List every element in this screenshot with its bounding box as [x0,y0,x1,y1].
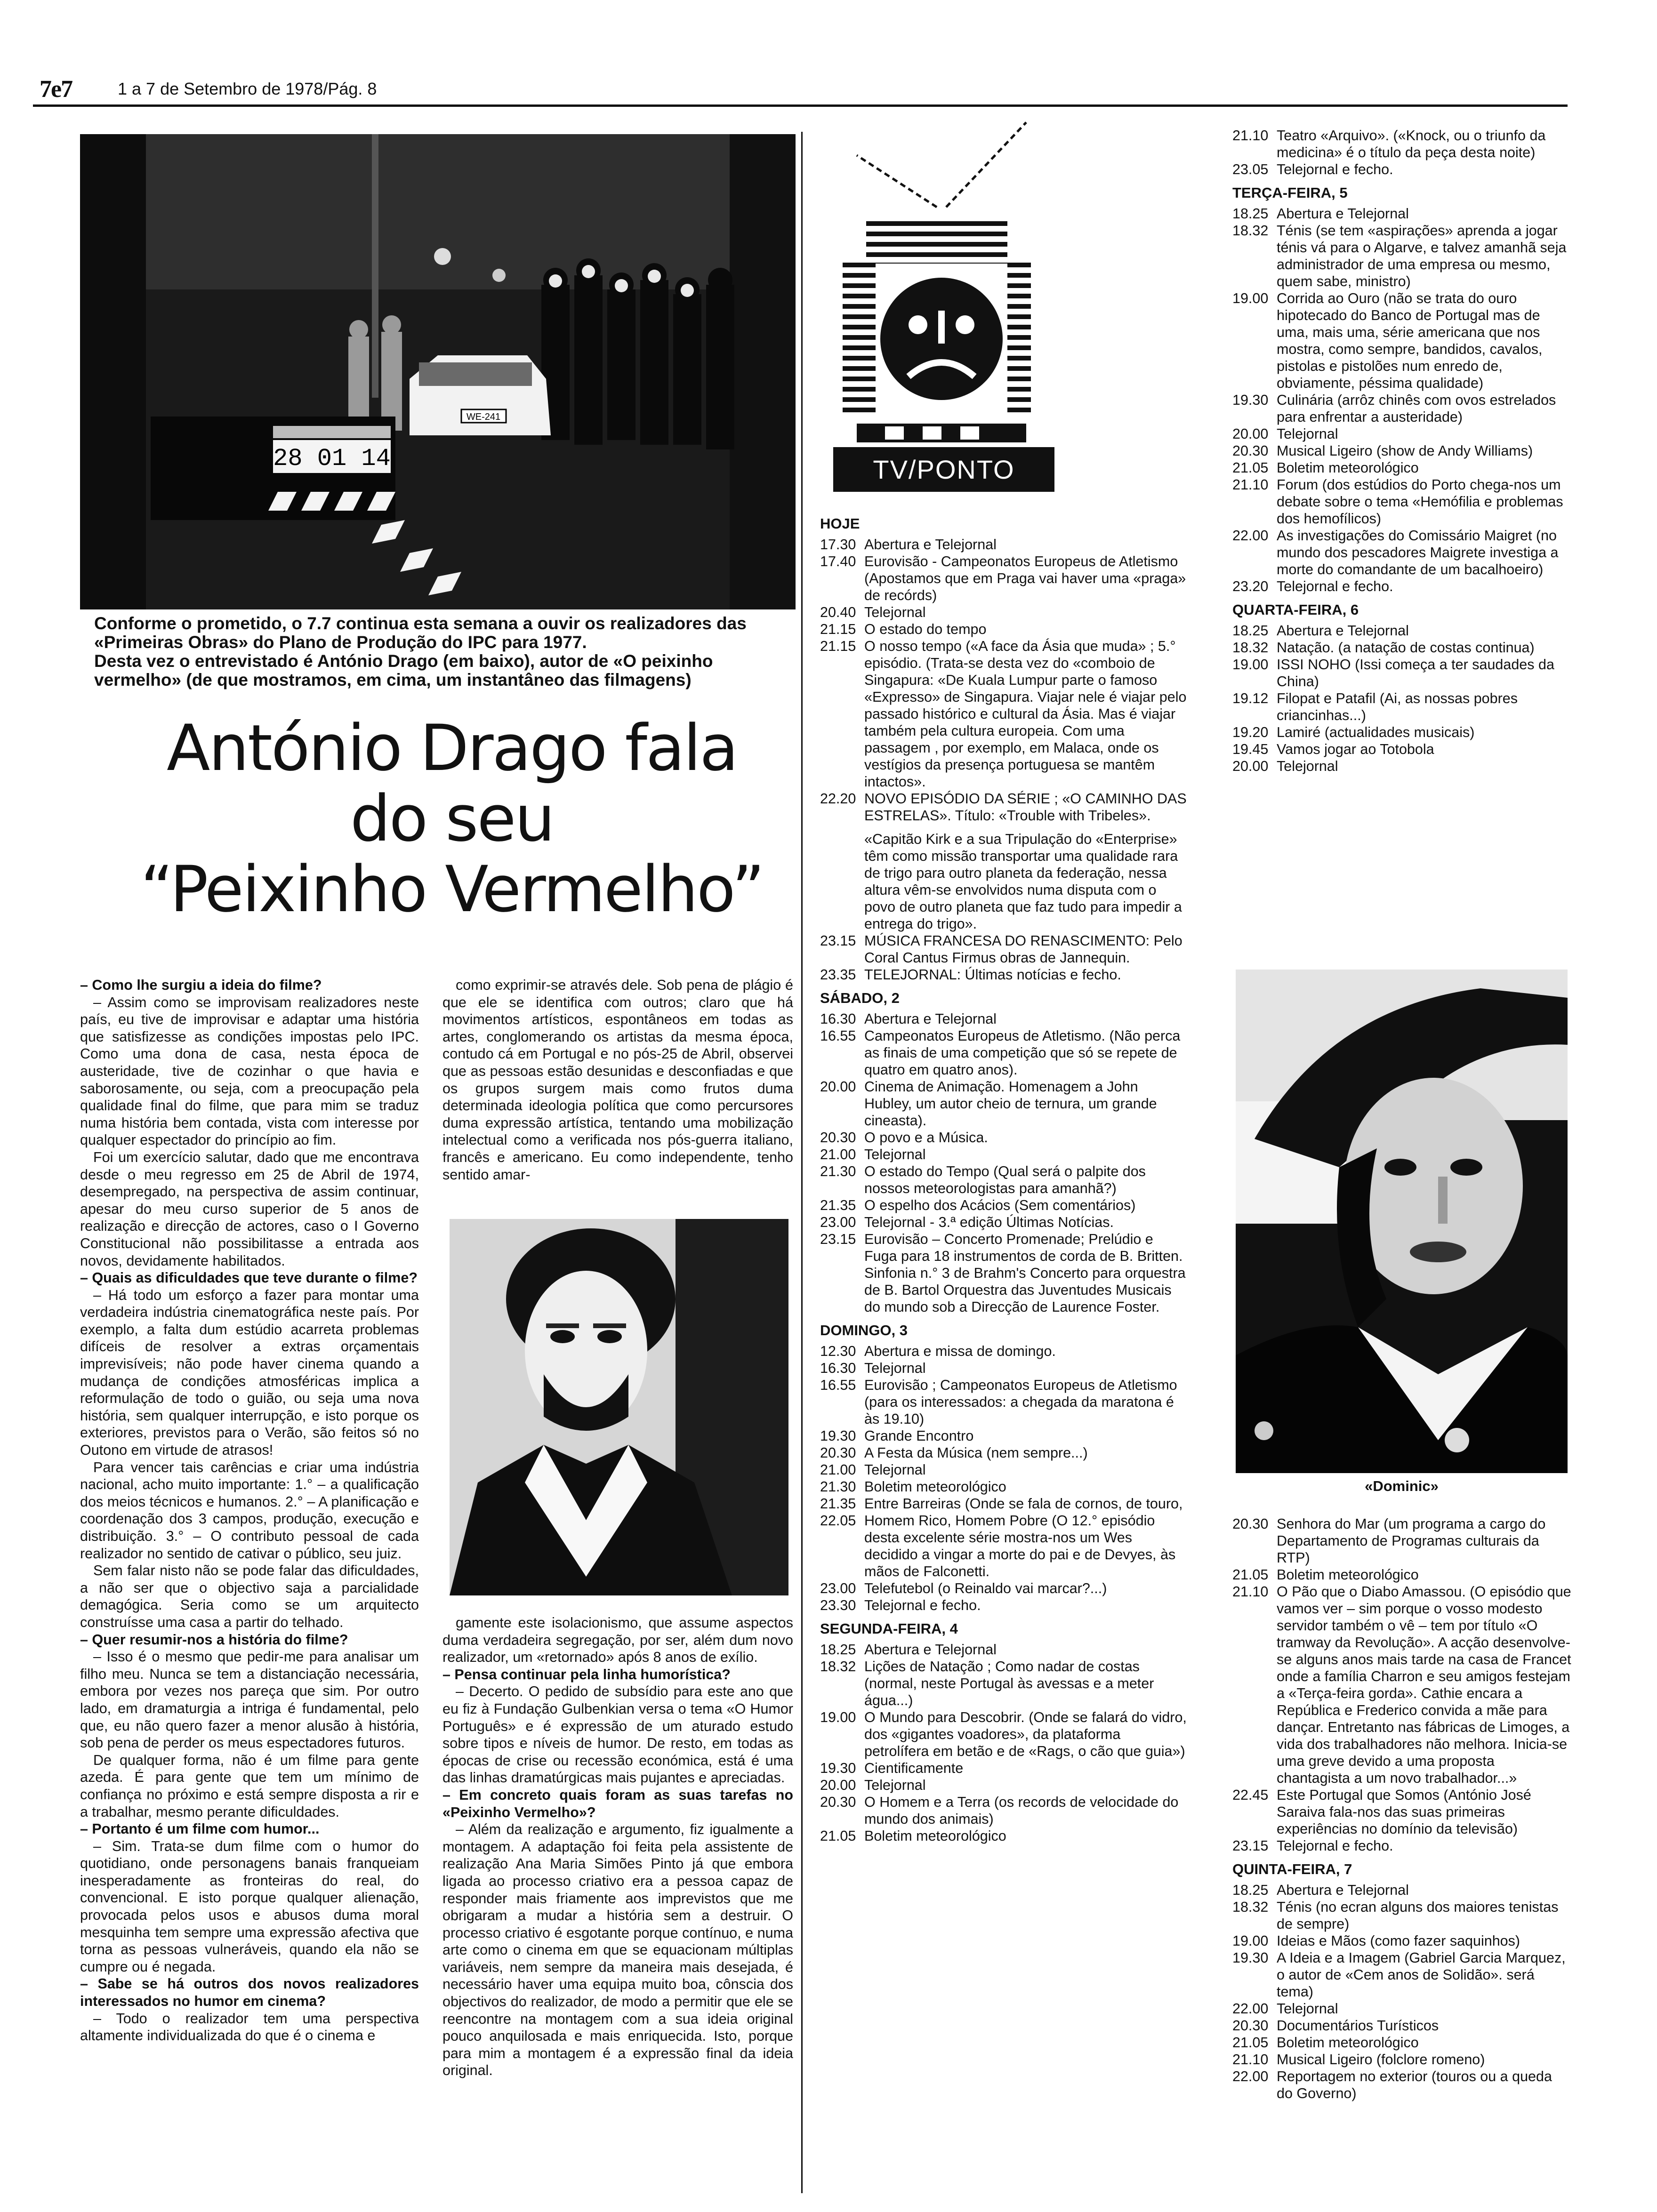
schedule-item [1232,639,1571,656]
schedule-time: 20.30 [820,1445,856,1461]
schedule-item [820,1495,1187,1512]
schedule-item [820,1461,1187,1478]
schedule-item [820,621,1187,638]
schedule-programme: Eurovisão ; Campeonatos Europeus de Atletismo (para os interessados: a chegada da maratona é às 19.10) [864,1377,1177,1427]
intro-text [94,614,781,689]
schedule-time: 16.55 [820,1028,856,1044]
schedule-time: 21.00 [820,1462,856,1478]
schedule-programme: Telejornal [1277,426,1338,442]
schedule-item [1232,290,1571,392]
schedule-item [820,1027,1187,1078]
schedule-programme: Cientificamente [864,1760,964,1776]
schedule-programme: Boletim meteorológico [1277,2035,1419,2051]
schedule-time: 23.00 [820,1214,856,1230]
schedule-item [1232,222,1571,290]
schedule-programme: Telejornal e fecho. [1277,161,1393,177]
schedule-item [1232,476,1571,527]
schedule-time: 21.15 [820,638,856,654]
schedule-item [1232,127,1571,161]
schedule-programme: Telejornal [864,1360,926,1376]
schedule-item [1232,2068,1571,2102]
headline-line: do seu [350,782,554,856]
interview-answer: – Todo o realizador tem uma perspectiva altamente individualizada do que é o cinema e [80,2010,419,2044]
schedule-time: 18.25 [1232,1882,1269,1898]
schedule-programme: Boletim meteorológico [864,1828,1006,1844]
schedule-programme: Documentários Turísticos [1277,2018,1439,2034]
schedule-item [820,1827,1187,1844]
intro-paragraph: Desta vez o entrevistado é António Drago (em baixo), autor de «O peixinho vermelho» (de que mostramos, em cima, um instantâneo das filmagens) [94,651,713,689]
schedule-time: 19.20 [1232,724,1269,740]
schedule-time: 20.00 [1232,426,1269,442]
schedule-programme: A Festa da Música (nem sempre...) [864,1445,1088,1461]
schedule-programme: Grande Encontro [864,1428,974,1444]
interview-answer: Para vencer tais carências e criar uma indústria nacional, acho muito importante: 1.° – a qualificação dos meios técnicos e humanos. 2.° – A planificação e coordenação dos 3 campos, produção, execução e distribuição. 3.° – O contributo pessoal de cada realizador no sentido de cativar o público, seu juiz. [80,1459,419,1562]
schedule-day-heading: DOMINGO, 3 [820,1322,908,1338]
schedule-programme: Telejornal [864,1462,926,1478]
schedule-programme: Telejornal [864,1146,926,1162]
interview-question: – Portanto é um filme com humor... [80,1821,320,1837]
schedule-item [1232,161,1571,178]
schedule-item [820,1760,1187,1777]
schedule-programme: Telefutebol (o Reinaldo vai marcar?...) [864,1580,1107,1596]
schedule-time: 23.15 [1232,1838,1269,1854]
schedule-time: 21.35 [820,1496,856,1512]
schedule-programme: Boletim meteorológico [1277,1567,1419,1583]
schedule-day-heading: SEGUNDA-FEIRA, 4 [820,1620,958,1637]
schedule-item [820,966,1187,983]
schedule-programme: Vamos jogar ao Totobola [1277,741,1434,757]
schedule-programme: Telejornal [864,604,926,620]
schedule-time: 22.00 [1232,2001,1269,2017]
schedule-programme: Ténis (se tem «aspirações» aprenda a jogar ténis vá para o Algarve, e talvez amanhã seja administrador de uma empresa ou mesmo, quem sabe, ministro) [1277,223,1567,289]
interview-answer: – Decerto. O pedido de subsídio para este ano que eu fiz à Fundação Gulbenkian versa o tema «O Humor Português» e é expressão de um aturado estudo sobre tipos e níveis de humor. De resto, em todas as épocas de crise ou recessão económica, está é uma das linhas dramatúrgicas mais pujantes e apreciadas. [442,1683,793,1786]
interview-question: – Em concreto quais foram as suas tarefas no «Peixinho Vermelho»? [442,1787,793,1820]
schedule-item [820,604,1187,621]
header-rule [33,104,1568,107]
schedule-programme: Abertura e Telejornal [864,1011,997,1027]
schedule-item [1232,724,1571,741]
schedule-programme: Lições de Natação ; Como nadar de costas (normal, neste Portugal às avessas e a meter água...) [864,1659,1154,1708]
schedule-item [1232,1899,1571,1932]
headline-line: António Drago fala [167,711,737,785]
schedule-programme: TELEJORNAL: Últimas notícias e fecho. [864,967,1121,983]
schedule-item [1232,1837,1571,1854]
schedule-programme: Telejornal [1277,2001,1338,2017]
schedule-programme: Lamiré (actualidades musicais) [1277,724,1475,740]
photo-caption: «Dominic» [1365,1478,1439,1494]
antonio-drago-portrait [450,1219,788,1595]
schedule-time: 23.05 [1232,161,1269,177]
schedule-time: 18.32 [1232,1899,1269,1915]
schedule-time: 19.45 [1232,741,1269,757]
schedule-time: 21.30 [820,1163,856,1179]
schedule-time: 17.40 [820,553,856,569]
schedule-item [820,1214,1187,1231]
schedule-programme: Senhora do Mar (um programa a cargo do Departamento de Programas culturais da RTP) [1277,1516,1546,1566]
clapperboard-number: 28 01 14 [273,445,391,473]
schedule-item [1232,425,1571,442]
interview-question: – Quais as dificuldades que teve durante o filme? [80,1270,418,1286]
schedule-time: 20.30 [1232,2018,1269,2034]
schedule-programme: Boletim meteorológico [864,1479,1006,1495]
schedule-time: 16.30 [820,1011,856,1027]
schedule-programme: Ténis (no ecran alguns dos maiores tenistas de sempre) [1277,1899,1559,1932]
schedule-item [820,1478,1187,1495]
schedule-time: 22.45 [1232,1787,1269,1803]
schedule-programme: Abertura e missa de domingo. [864,1343,1056,1359]
schedule-time: 21.10 [1232,1584,1269,1600]
schedule-programme: Telejornal e fecho. [1277,578,1393,594]
schedule-item [1232,1932,1571,1949]
schedule-time: 23.15 [820,933,856,949]
masthead-logo: 7e7 [40,76,72,103]
schedule-item [820,638,1187,790]
interview-answer: Foi um exercício salutar, dado que me encontrava desde o meu regresso em 25 de Abril de 1974, desempregado, na perspectiva de assim continuar, apesar do meu curso superior de 5 anos de realização e direcção de actores, caso o I Governo Constitucional não possibilitasse a entrada aos novos, devidamente habilitados. [80,1149,419,1269]
schedule-programme: Telejornal - 3.ª edição Últimas Notícias. [864,1214,1114,1230]
schedule-programme: O estado do tempo [864,621,987,637]
schedule-item [820,1078,1187,1129]
schedule-item [1232,527,1571,578]
schedule-day-heading: SÁBADO, 2 [820,990,900,1006]
schedule-time: 19.12 [1232,690,1269,706]
schedule-programme: O espelho dos Acácios (Sem comentários) [864,1197,1136,1213]
schedule-programme: Ideias e Mãos (como fazer saquinhos) [1277,1933,1520,1949]
schedule-item [820,1427,1187,1444]
schedule-item [820,1010,1187,1027]
schedule-item [820,1360,1187,1377]
schedule-time: 19.30 [820,1428,856,1444]
interview-answer: como exprimir-se através dele. Sob pena de plágio é que ele se identifica com outros; claro que há movimentos artísticos, espontâneos em todas as artes, conglomerando os artistas da mesma época, contudo cá em Portugal e no pós-25 de Abril, observei que as pessoas estão desunidas e desconfiadas e que os grupos surgem mais como frutos duma determinada ideologia política que como percursores duma expressão artística, tentando uma mobilização intelectual como a verificada nos pós-guerra italiano, francês e americano. Eu como independente, tenho sentido amar- [442,977,793,1183]
schedule-item [820,1512,1187,1580]
schedule-programme: Forum (dos estúdios do Porto chega-nos um debate sobre o tema «Hemófilia e problemas dos hemofílicos) [1277,477,1563,527]
schedule-time: 19.30 [1232,1950,1269,1966]
schedule-item [820,536,1187,553]
schedule-programme: As investigações do Comissário Maigret (no mundo dos pescadores Maigrete investiga a morte do comandante de um bacalhoeiro) [1277,528,1559,577]
interview-column-1 [80,977,419,2193]
schedule-time: 21.10 [1232,128,1269,144]
schedule-time: 19.30 [820,1760,856,1776]
interview-question: – Quer resumir-nos a história do filme? [80,1631,348,1648]
schedule-time: 21.00 [820,1146,856,1162]
schedule-item [1232,2051,1571,2068]
schedule-item [820,1146,1187,1163]
schedule-item [820,1709,1187,1760]
schedule-programme: ISSI NOHO (Issi começa a ter saudades da China) [1277,657,1554,689]
schedule-time: 16.30 [820,1360,856,1376]
schedule-time: 19.00 [1232,1933,1269,1949]
schedule-item [1232,578,1571,595]
schedule-programme: Corrida ao Ouro (não se trata do ouro hipotecado do Banco de Portugal mas de uma, mais uma, série americana que nos mostra, como sempre, bandidos, cavalos, pistolas e pistolões num enredo de, obviamente, péssima qualidade) [1277,290,1543,391]
schedule-programme: Telejornal [864,1777,926,1793]
schedule-time: 21.30 [820,1479,856,1495]
interview-question: – Sabe se há outros dos novos realizadores interessados no humor em cinema? [80,1976,419,2010]
schedule-programme: O povo e a Música. [864,1130,988,1146]
column-rule [801,132,803,2193]
schedule-item [1232,690,1571,724]
schedule-time: 21.05 [1232,2035,1269,2051]
schedule-time: 19.00 [1232,657,1269,673]
schedule-note: «Capitão Kirk e a sua Tripulação do «Enterprise» têm como missão transportar uma qualidade rara de trigo para outro planeta da federação, nessa altura vêm-se envolvidos numa disputa com o povo de outro planeta que faz tudo para impedir a entrega do trigo». [864,831,1182,932]
schedule-programme: Abertura e Telejornal [1277,206,1409,222]
schedule-programme: Teatro «Arquivo». («Knock, ou o triunfo da medicina» é o título da peça desta noite) [1277,128,1546,160]
tv-set-icon [828,113,1054,489]
schedule-item [1232,459,1571,476]
tv-schedule-column-3 [1232,1515,1571,2203]
schedule-time: 20.00 [1232,758,1269,774]
schedule-day-heading: QUINTA-FEIRA, 7 [1232,1861,1352,1877]
schedule-time: 22.20 [820,791,856,807]
schedule-programme: A Ideia e a Imagem (Gabriel Garcia Marquez, o autor de «Cem anos de Solidão». será tema) [1277,1950,1566,2000]
schedule-time: 20.00 [820,1777,856,1793]
schedule-item [820,1641,1187,1658]
schedule-programme: Boletim meteorológico [1277,460,1419,476]
interview-answer: – Além da realização e argumento, fiz igualmente a montagem. A adaptação foi feita pela assistente de realização Ana Maria Simões Pinto já que embora ligada ao processo criativo era a pessoa capaz de responder mais friamente aos imprevistos que me obrigaram a mudar a história sem a destruir. O processo criativo é esgotante porque contínuo, e numa arte como o cinema em que se equacionam múltiplas variáveis, nem sempre da maneira mais desejada, é necessário haver uma equipa muito boa, cônscia dos objectivos do realizador, de modo a permitir que ele se reencontre na montagem com a sua ideia original pouco anquilosada e mais enriquecida. Isto, porque para mim a montagem é a expressão final da ideia original. [442,1821,793,2079]
headline [56,713,847,925]
schedule-item [1232,2034,1571,2051]
schedule-programme: Abertura e Telejornal [1277,1882,1409,1898]
schedule-time: 21.05 [820,1828,856,1844]
schedule-time: 12.30 [820,1343,856,1359]
schedule-item [1232,442,1571,459]
schedule-item [820,1377,1187,1427]
schedule-time: 21.10 [1232,2052,1269,2068]
schedule-day-heading: QUARTA-FEIRA, 6 [1232,601,1359,618]
interview-answer: – Assim como se improvisam realizadores neste país, eu tive de improvisar e adaptar uma história que satisfizesse as condições impostas pelo IPC. Como uma dona de casa, nesta época de austeridade, tive de cozinhar o que havia e saborosamente, ou seja, com a preocupação pela qualidade final do filme, que para mim se traduz numa história bem contada, vista com interesse por qualquer espectador do princípio ao fim. [80,994,419,1148]
schedule-programme: Reportagem no exterior (touros ou a queda do Governo) [1277,2068,1552,2101]
interview-answer: – Há todo um esforço a fazer para montar uma verdadeira indústria cinematográfica neste país. Por exemplo, a falta dum estúdio acarreta problemas difíceis de resolver a extras orçamentais imprevisíveis; não pode haver cinema quando a mudança de condições atmosféricas implica a reformulação de todo o guião, ou seja uma nova história, sem qualquer interrupção, e isto porque os exteriores, previstos para o Verão, são feitos só no Outono em virtude de atrasos! [80,1287,419,1459]
schedule-time: 21.05 [1232,1567,1269,1583]
film-set-photo [80,134,796,609]
schedule-programme: MÚSICA FRANCESA DO RENASCIMENTO: Pelo Coral Cantus Firmus obras de Jannequin. [864,933,1182,966]
schedule-time: 18.25 [820,1642,856,1658]
schedule-time: 20.30 [1232,443,1269,459]
headline-line: “Peixinho Vermelho” [140,852,764,926]
schedule-time: 23.00 [820,1580,856,1596]
schedule-programme: Entre Barreiras (Onde se fala de cornos, de touro, [864,1496,1183,1512]
interview-answer: Sem falar nisto não se pode falar das dificuldades, a não ser que o objectivo saja a parcialidade demagógica. Seria como se um arquitecto construísse uma casa a partir do telhado. [80,1563,419,1630]
schedule-programme: O Homem e a Terra (os records de velocidade do mundo dos animais) [864,1794,1179,1827]
tv-schedule-column-2 [1232,127,1571,960]
schedule-time: 21.10 [1232,477,1269,493]
schedule-programme: Filopat e Patafil (Ai, as nossas pobres criancinhas...) [1277,690,1518,723]
schedule-time: 16.55 [820,1377,856,1393]
schedule-time: 20.30 [820,1130,856,1146]
schedule-programme: Telejornal [1277,758,1338,774]
schedule-item [1232,392,1571,425]
schedule-programme: O Mundo para Descobrir. (Onde se falará do vidro, dos «gigantes voadores», da plataforma petrolífera em betão e de «Rags, o cão que guia») [864,1709,1187,1759]
schedule-time: 21.35 [820,1197,856,1213]
schedule-time: 20.30 [820,1794,856,1810]
schedule-time: 23.20 [1232,578,1269,594]
tv-ponto-label: TV/PONTO [833,447,1054,492]
schedule-time: 22.00 [1232,528,1269,544]
schedule-programme: Campeonatos Europeus de Atletismo. (Não perca as finais de uma competição que só se repete de quatro em quatro anos). [864,1028,1181,1078]
schedule-programme: Cinema de Animação. Homenagem a John Hubley, um autor cheio de ternura, um grande cineasta). [864,1079,1157,1129]
schedule-item [1232,1882,1571,1899]
schedule-time: 18.32 [1232,640,1269,656]
schedule-programme: Musical Ligeiro (show de Andy Williams) [1277,443,1533,459]
tv-schedule-column-1 [820,515,1187,2200]
schedule-time: 21.05 [1232,460,1269,476]
schedule-time: 23.35 [820,967,856,983]
schedule-time: 19.30 [1232,392,1269,408]
schedule-time: 20.30 [1232,1516,1269,1532]
schedule-programme: Abertura e Telejornal [864,1642,997,1658]
schedule-item [820,1444,1187,1461]
schedule-time: 18.32 [1232,223,1269,239]
schedule-item [1232,622,1571,639]
schedule-item [820,1343,1187,1360]
schedule-programme: Este Portugal que Somos (António José Saraiva fala-nos das suas primeiras experiências no domínio da televisão) [1277,1787,1531,1837]
schedule-item [1232,758,1571,775]
schedule-time: 20.40 [820,604,856,620]
schedule-item [820,1658,1187,1709]
schedule-time: 20.00 [820,1079,856,1095]
interview-column-2-bottom [442,1614,793,2193]
schedule-time: 22.00 [1232,2068,1269,2084]
schedule-item [820,790,1187,824]
schedule-programme: Eurovisão – Concerto Promenade; Prelúdio e Fuga para 18 instrumentos de corda de B. Britten. Sinfonia n.° 3 de Brahm's Concerto para orquestra de B. Bartol Orquestra das Juventudes Musicais do mundo sob a Direcção de Laurence Foster. [864,1231,1186,1315]
schedule-programme: O estado do Tempo (Qual será o palpite dos nossos meteorologistas para amanhã?) [864,1163,1146,1196]
schedule-item [1232,1566,1571,1583]
schedule-programme: Telejornal e fecho. [1277,1838,1393,1854]
schedule-programme: Eurovisão - Campeonatos Europeus de Atletismo (Apostamos que em Praga vai haver uma «praga» de recórds) [864,553,1186,603]
schedule-item [820,1794,1187,1827]
schedule-item [820,1163,1187,1197]
schedule-item [1232,656,1571,690]
car-plate: WE-241 [466,412,501,422]
schedule-item [1232,2017,1571,2034]
schedule-item [820,1777,1187,1794]
schedule-day-heading: HOJE [820,515,860,532]
schedule-item [1232,2000,1571,2017]
schedule-time: 17.30 [820,537,856,553]
schedule-programme: Natação. (a natação de costas continua) [1277,640,1535,656]
interview-answer: – Sim. Trata-se dum filme com o humor do quotidiano, onde personagens banais franqueiam inesperadamente as fronteiras do real, do convencional. E isto porque qualquer alienação, provocada pelos usos e abusos duma moral mesquinha tem sempre uma expressão afectiva que torna as pessoas vulneráveis, quando ela não se cumpre ou é negada. [80,1838,419,1975]
dominic-photo [1236,970,1568,1473]
interview-question: – Como lhe surgiu a ideia do filme? [80,977,322,993]
schedule-programme: O Pão que o Diabo Amassou. (O episódio que vamos ver – sim porque o vosso modesto servidor também o vê – tem por título «O tramway da Revolução». A acção desenvolve-se alguns anos mais tarde na casa de Francet onde a família Charron e seu amigos festejam a «Terça-feira gorda». Cathie encara a República e Frederico convida a mãe para dançar. Entretanto nas fábricas de Limoges, a vida dos trabalhadores não melhora. Inicia-se uma greve devido a uma proposta chantagista a um novo trabalhador...» [1277,1584,1571,1786]
schedule-programme: Musical Ligeiro (folclore romeno) [1277,2052,1485,2068]
interview-answer: De qualquer forma, não é um filme para gente azeda. É para gente que tem um mínimo de confiança no próximo e está sempre disposta a rir e a trabalhar, mesmo perante dificuldades. [80,1752,419,1820]
intro-paragraph: Conforme o prometido, o 7.7 continua esta semana a ouvir os realizadores das «Primeiras Obras» do Plano de Produção do IPC para 1977. [94,614,747,652]
schedule-time: 19.00 [1232,290,1269,306]
schedule-programme: Abertura e Telejornal [864,537,997,553]
schedule-time: 23.30 [820,1597,856,1613]
schedule-time: 23.15 [820,1231,856,1247]
schedule-item [1232,1515,1571,1566]
schedule-item [1232,1583,1571,1787]
interview-column-2-top [442,977,793,1207]
schedule-time: 18.25 [1232,623,1269,639]
schedule-time: 18.32 [820,1659,856,1675]
schedule-programme: Telejornal e fecho. [864,1597,981,1613]
schedule-item [820,1597,1187,1614]
schedule-item [820,1231,1187,1315]
schedule-item [1232,741,1571,758]
interview-question: – Pensa continuar pela linha humorística? [442,1666,731,1683]
issue-date-page: 1 a 7 de Setembro de 1978/Pág. 8 [118,79,377,98]
schedule-item [1232,1787,1571,1837]
schedule-time: 19.00 [820,1709,856,1725]
schedule-time: 18.25 [1232,206,1269,222]
schedule-programme: Abertura e Telejornal [1277,623,1409,639]
schedule-item [1232,205,1571,222]
schedule-item [820,932,1187,966]
schedule-item [820,1129,1187,1146]
schedule-item [1232,1949,1571,2000]
schedule-time: 21.15 [820,621,856,637]
schedule-item [820,1197,1187,1214]
interview-answer: – Isso é o mesmo que pedir-me para analisar um filho meu. Nunca se tem a distanciação necessária, embora por vezes nos pareça que sim. Por outro lado, em dramaturgia a intriga é fundamental, pelo que, eu não quero fazer a menor alusão à história, sob pena de perder os meus espectadores futuros. [80,1649,419,1751]
schedule-programme: Homem Rico, Homem Pobre (O 12.° episódio desta excelente série mostra-nos um Wes decidido a vingar a morte do pai e de Devyes, às mãos de Falconetti. [864,1513,1176,1579]
schedule-programme: NOVO EPISÓDIO DA SÉRIE ; «O CAMINHO DAS ESTRELAS». Título: «Trouble with Tribeles». [864,791,1187,824]
interview-answer: gamente este isolacionismo, que assume aspectos duma verdadeira segregação, por ser, além dum novo realizador, um «retornado» após 8 anos de exílio. [442,1615,793,1666]
schedule-programme: O nosso tempo («A face da Ásia que muda» ; 5.° episódio. (Trata-se desta vez do «comboio de Singapura: «De Kuala Lumpur parte o famoso «Expresso» de Singapura. Viajar nele é viajar pelo passado histórico e cultural da Ásia. Mas é viajar também pela cultura europeia. Com uma passagem , por exemplo, em Malaca, onde os vestígios da presença portuguesa se mantêm intactos». [864,638,1187,790]
schedule-item [820,1580,1187,1597]
schedule-item [820,553,1187,604]
schedule-time: 22.05 [820,1513,856,1529]
schedule-programme: Culinária (arrôz chinês com ovos estrelados para enfrentar a austeridade) [1277,392,1556,425]
schedule-day-heading: TERÇA-FEIRA, 5 [1232,184,1348,201]
